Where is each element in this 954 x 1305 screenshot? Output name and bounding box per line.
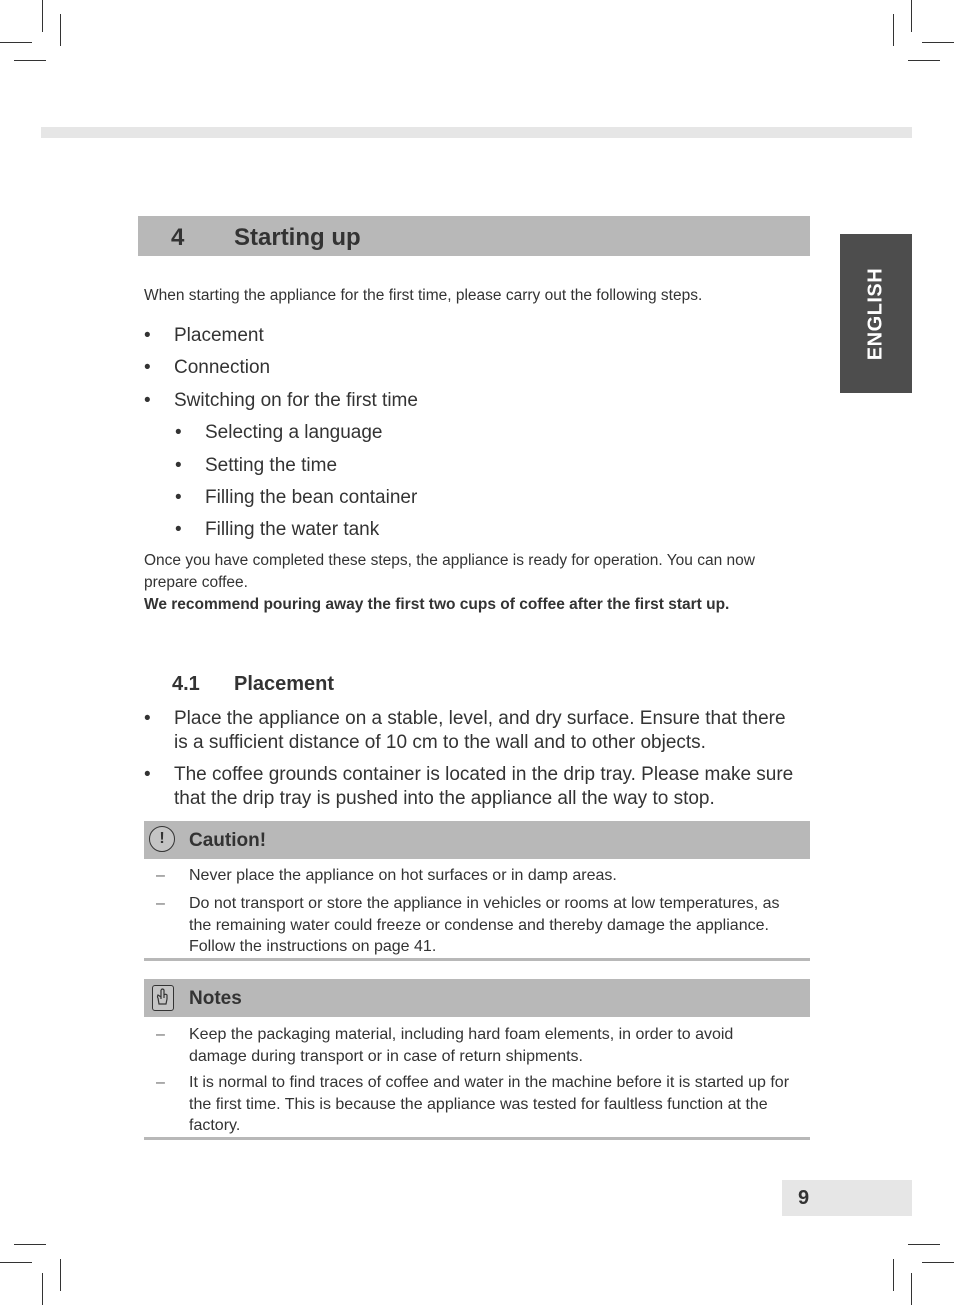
crop-mark (60, 14, 61, 46)
subsection-title: Placement (234, 673, 335, 695)
bullet-icon: • (144, 325, 151, 346)
bullet-icon: • (144, 764, 151, 785)
language-tab (840, 234, 912, 393)
placement-instruction: Place the appliance on a stable, level, and dry surface. Ensure that there is a sufficient distance of 10 cm to the wall and to other objects. (174, 708, 786, 753)
dash-icon: – (156, 1026, 165, 1043)
crop-mark (911, 1273, 912, 1305)
placement-instruction: The coffee grounds container is located in the drip tray. Please make sure that the drip tray is pushed into the appliance all the way to stop. (174, 764, 794, 809)
step-label: Switching on for the first time (174, 390, 418, 411)
section-heading-bar (138, 216, 810, 256)
crop-mark (60, 1259, 61, 1291)
recommendation-text: We recommend pouring away the first two cups of coffee after the first start up. (144, 596, 730, 613)
pointing-hand-icon (152, 985, 174, 1011)
notes-header (144, 979, 810, 1017)
caution-title: Caution! (189, 830, 267, 851)
caution-item: Never place the appliance on hot surfaces or in damp areas. (189, 867, 617, 884)
crop-mark (14, 1244, 46, 1245)
section-title: Starting up (234, 224, 361, 251)
language-tab-label: ENGLISH (864, 267, 887, 361)
bullet-icon: • (175, 519, 182, 540)
step-label: Placement (174, 325, 264, 346)
crop-mark (0, 1262, 32, 1263)
bullet-icon: • (175, 487, 182, 508)
bullet-icon: • (175, 422, 182, 443)
crop-mark (908, 60, 940, 61)
notes-title: Notes (189, 988, 242, 1009)
page-number-box (782, 1180, 912, 1216)
bullet-icon: • (175, 455, 182, 476)
crop-mark (893, 14, 894, 46)
dash-icon: – (156, 895, 165, 912)
substep-label: Filling the bean container (205, 487, 418, 508)
caution-header (144, 821, 810, 859)
note-item: Keep the packaging material, including hard foam elements, in order to avoid damage during transport or in case of return shipments. (189, 1026, 734, 1065)
crop-mark (42, 0, 43, 32)
crop-mark (908, 1244, 940, 1245)
page-number: 9 (798, 1187, 810, 1209)
crop-mark (922, 1262, 954, 1263)
crop-mark (922, 42, 954, 43)
step-label: Connection (174, 357, 271, 378)
bullet-icon: • (144, 357, 151, 378)
substep-label: Filling the water tank (205, 519, 380, 540)
dash-icon: – (156, 867, 165, 884)
crop-mark (42, 1273, 43, 1305)
bullet-icon: • (144, 708, 151, 729)
crop-mark (14, 60, 46, 61)
substep-label: Setting the time (205, 455, 338, 476)
section-number: 4 (171, 224, 185, 251)
crop-mark (893, 1259, 894, 1291)
bullet-icon: • (144, 390, 151, 411)
header-rule (41, 127, 912, 138)
crop-mark (0, 42, 32, 43)
dash-icon: – (156, 1074, 165, 1091)
crop-mark (911, 0, 912, 32)
note-item: It is normal to find traces of coffee and water in the machine before it is started up for the first time. This is because the appliance was tested for faultless function at the factory. (189, 1074, 790, 1134)
caution-footer-rule (144, 958, 810, 961)
intro-text: When starting the appliance for the first time, please carry out the following steps. (144, 287, 703, 304)
substep-label: Selecting a language (205, 422, 383, 443)
subsection-number: 4.1 (172, 673, 200, 695)
notes-footer-rule (144, 1137, 810, 1140)
caution-item: Do not transport or store the appliance in vehicles or rooms at low temperatures, as the remaining water could freeze or condense and thereby damage the appliance. Follow the instructions on page 41. (189, 895, 780, 955)
completion-text: Once you have completed these steps, the appliance is ready for operation. You can now prepare coffee. (144, 552, 755, 591)
exclamation-icon: ! (149, 826, 175, 852)
